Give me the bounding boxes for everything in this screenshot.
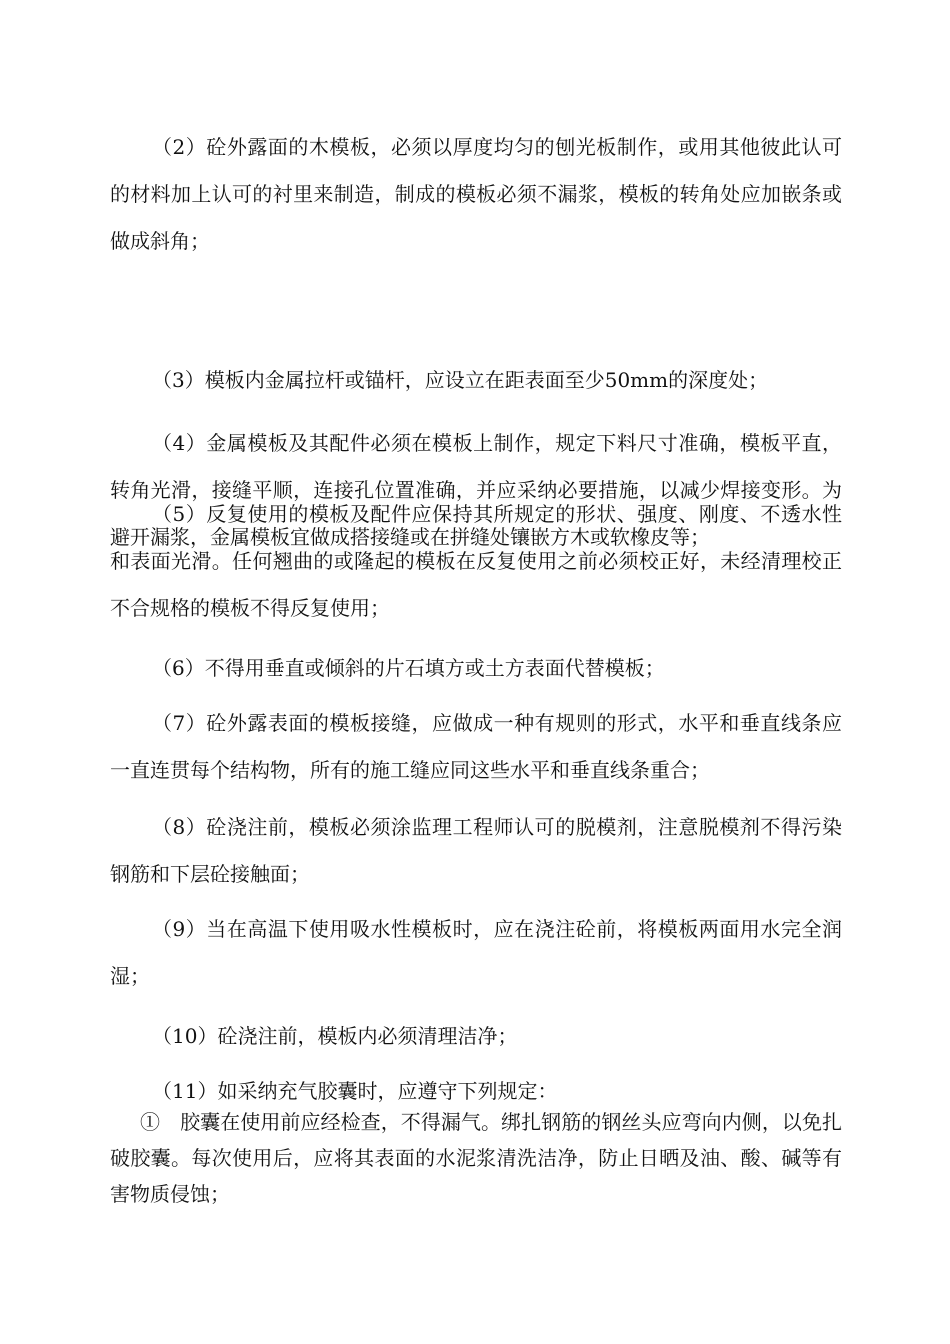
paragraph-item-11: （11）如采纳充气胶囊时，应遵守下列规定：	[152, 1079, 558, 1103]
sub-item-1: ① 胶囊在使用前应经检查，不得漏气。绑扎钢筋的钢丝头应弯向内侧，以免扎破胶囊。每次使用后，应将其表面的水泥浆清洗洁净，防止日晒及油、酸、碱等有害物质侵蚀；	[110, 1110, 842, 1206]
paragraph-item-4: （4）金属模板及其配件必须在模板上制作，规定下料尺寸准确，模板平直，转角光滑，接缝平顺，连接孔位置准确，并应采纳必要措施，以减少焊接变形。为避开漏浆，金属模板宜做成搭接缝或在拼缝处镶嵌方木或软橡皮等；	[110, 431, 842, 549]
paragraph-item-7: （7）砼外露表面的模板接缝，应做成一种有规则的形式，水平和垂直线条应一直连贯每个结构物，所有的施工缝应同这些水平和垂直线条重合；	[110, 711, 842, 782]
paragraph-item-10: （10）砼浇注前，模板内必须清理洁净；	[152, 1024, 518, 1048]
paragraph-item-2: （2）砼外露面的木模板，必须以厚度均匀的刨光板制作，或用其他彼此认可的材料加上认可的衬里来制造，制成的模板必须不漏浆，模板的转角处应加嵌条或做成斜角；	[110, 135, 842, 253]
paragraph-item-3: （3）模板内金属拉杆或锚杆，应设立在距表面至少50mm的深度处；	[152, 368, 769, 392]
paragraph-item-6: （6）不得用垂直或倾斜的片石填方或土方表面代替模板；	[152, 656, 665, 680]
paragraph-item-8: （8）砼浇注前，模板必须涂监理工程师认可的脱模剂，注意脱模剂不得污染钢筋和下层砼接触面；	[110, 815, 842, 886]
paragraph-item-9: （9）当在高温下使用吸水性模板时，应在浇注砼前，将模板两面用水完全润湿；	[110, 917, 842, 988]
paragraph-item-5: （5）反复使用的模板及配件应保持其所规定的形状、强度、刚度、不透水性和表面光滑。任何翘曲的或隆起的模板在反复使用之前必须校正好，未经清理校正不合规格的模板不得反复使用；	[110, 502, 842, 620]
